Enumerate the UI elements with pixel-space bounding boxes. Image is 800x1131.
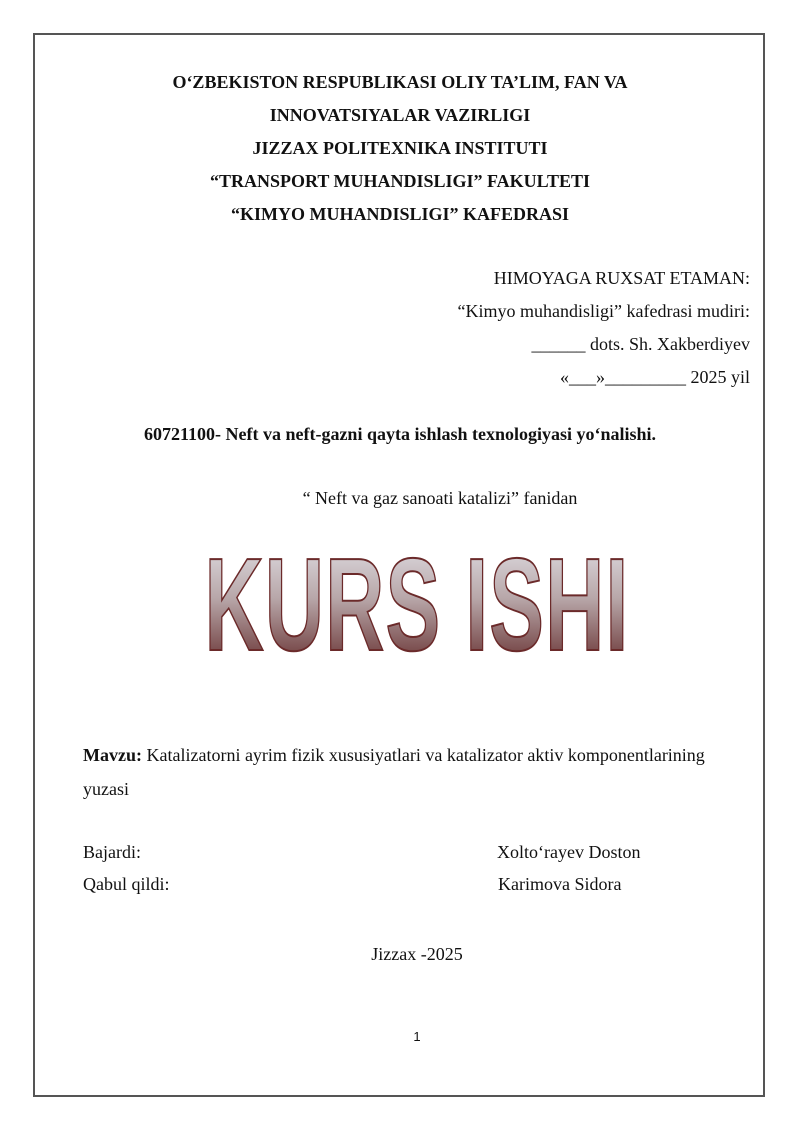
approval-heading: HIMOYAGA RUXSAT ETAMAN: xyxy=(493,268,750,288)
title-wordart xyxy=(0,538,800,668)
topic-text: Katalizatorni ayrim fizik xususiyatlari va katalizator aktiv komponentlarining yuzasi xyxy=(83,745,705,799)
title-text: KURS ISHI xyxy=(204,538,630,668)
approval-block xyxy=(458,262,750,394)
topic-label: Mavzu: xyxy=(83,745,142,765)
page-number: 1 xyxy=(413,1029,421,1044)
header-line-faculty: “TRANSPORT MUHANDISLIGI” FAKULTETI xyxy=(209,171,591,191)
header-line-institute: JIZZAX POLITEXNIKA INSTITUTI xyxy=(252,138,548,158)
institution-header xyxy=(60,66,740,231)
performer-name: Xolto‘rayev Doston xyxy=(497,842,641,862)
approval-date: «___»_________ 2025 yil xyxy=(559,367,750,387)
performer-label: Bajardi: xyxy=(83,842,141,862)
city-year: Jizzax -2025 xyxy=(371,944,463,964)
study-direction: 60721100- Neft va neft-gazni qayta ishlash texnologiyasi yo‘nalishi. xyxy=(143,424,657,444)
header-line-ministry-1: O‘ZBEKISTON RESPUBLIKASI OLIY TA’LIM, FAN VA xyxy=(172,72,628,92)
approval-signature: ______ dots. Sh. Xakberdiyev xyxy=(531,334,750,354)
topic-paragraph xyxy=(83,738,753,806)
header-line-ministry-2: INNOVATSIYALAR VAZIRLIGI xyxy=(269,105,531,125)
title-wordart-svg xyxy=(0,538,800,668)
reviewer-label: Qabul qildi: xyxy=(83,874,170,894)
header-line-department: “KIMYO MUHANDISLIGI” KAFEDRASI xyxy=(230,204,570,224)
reviewer-name: Karimova Sidora xyxy=(498,874,622,894)
approval-head-title: “Kimyo muhandisligi” kafedrasi mudiri: xyxy=(457,301,750,321)
course-subject: “ Neft va gaz sanoati katalizi” fanidan xyxy=(302,488,578,508)
